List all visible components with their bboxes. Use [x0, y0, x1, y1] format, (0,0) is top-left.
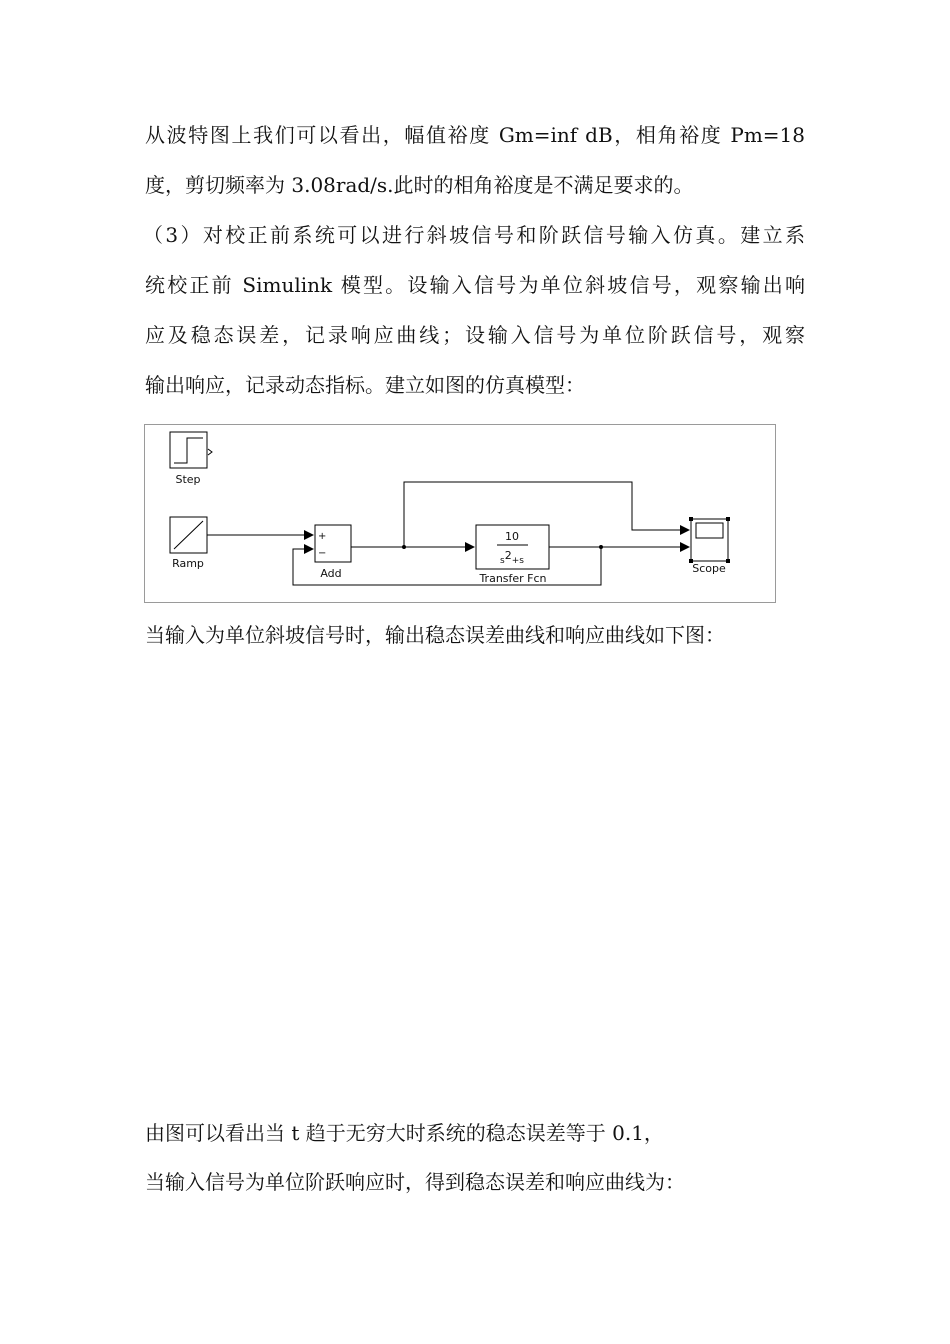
- simulink-diagram-svg: [145, 425, 777, 604]
- tf-numerator: 10: [505, 530, 519, 543]
- step-block[interactable]: [170, 432, 212, 468]
- paragraph-2-line-4: 输出响应，记录动态指标。建立如图的仿真模型：: [145, 373, 585, 397]
- paragraph-5: 当输入信号为单位阶跃响应时，得到稳态误差和响应曲线为：: [145, 1170, 685, 1194]
- paragraph-2-line-2: 统校正前 Simulink 模型。设输入信号为单位斜坡信号，观察输出响: [145, 273, 805, 297]
- scope-block[interactable]: [689, 517, 730, 563]
- paragraph-2-line-1: （3）对校正前系统可以进行斜坡信号和阶跃信号输入仿真。建立系: [143, 223, 805, 247]
- signal-lines: [207, 482, 689, 585]
- paragraph-1-line-2: 度，剪切频率为 3.08rad/s.此时的相角裕度是不满足要求的。: [145, 173, 694, 197]
- paragraph-2-line-3: 应及稳态误差，记录响应曲线；设输入信号为单位阶跃信号，观察: [145, 323, 805, 347]
- ramp-block[interactable]: [170, 517, 207, 553]
- add-plus-sign: +: [318, 531, 327, 542]
- add-label: Add: [320, 567, 342, 580]
- paragraph-4: 由图可以看出当 t 趋于无穷大时系统的稳态误差等于 0.1，: [145, 1121, 664, 1145]
- simulink-model-diagram: [144, 424, 776, 603]
- scope-label: Scope: [692, 562, 726, 575]
- branch-point-output: [599, 545, 603, 549]
- tf-denominator: s2+s: [500, 549, 524, 566]
- paragraph-1-line-1: 从波特图上我们可以看出，幅值裕度 Gm=inf dB，相角裕度 Pm=18: [145, 123, 805, 147]
- branch-point-error: [402, 545, 406, 549]
- step-label: Step: [175, 473, 201, 486]
- add-minus-sign: −: [318, 548, 327, 559]
- tf-label: Transfer Fcn: [479, 572, 547, 585]
- ramp-label: Ramp: [172, 557, 204, 570]
- paragraph-3: 当输入为单位斜坡信号时，输出稳态误差曲线和响应曲线如下图：: [145, 623, 725, 647]
